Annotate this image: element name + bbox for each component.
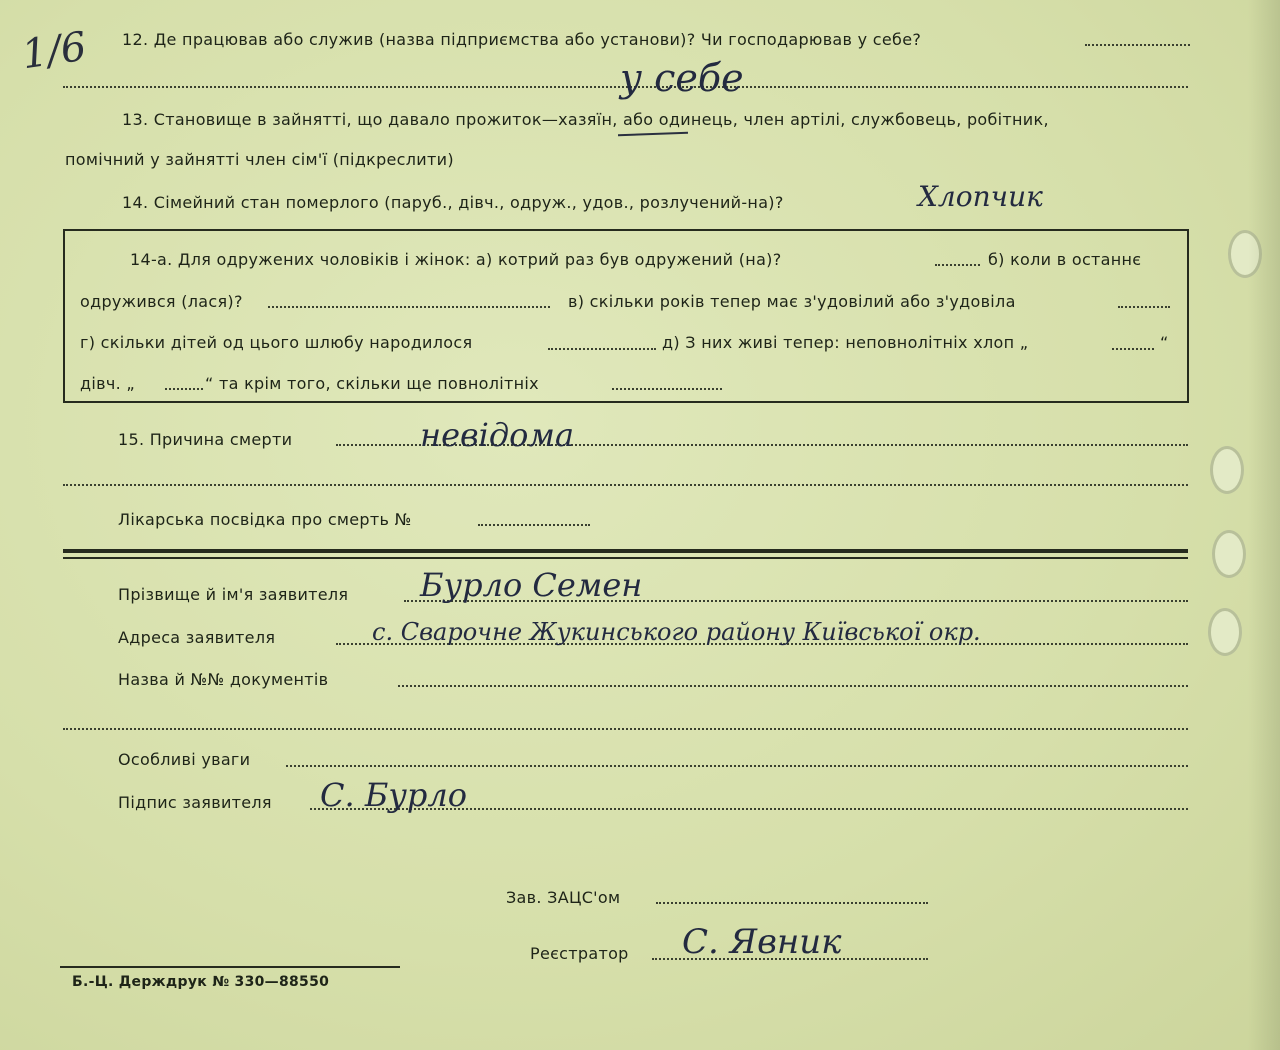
registrar-signature: С. Явник [682,922,842,962]
documents-line [398,685,1188,687]
remarks-line [286,765,1188,767]
zags-head-label: Зав. ЗАЦС'ом [506,888,621,907]
q14a-line4b: “ та крім того, скільки ще повнолітніх [205,374,539,393]
q14a-line2b: в) скільки років тепер має з'удовілий або з'удовіла [568,292,1016,311]
applicant-address-value: с. Сварочне Жукинського району Київської окр. [372,618,981,646]
applicant-name-value: Бурло Семен [420,566,643,604]
q14a-line1a: 14-а. Для одружених чоловіків і жінок: а) котрий раз був одружений (на)? [130,250,782,269]
q15-second-line [63,484,1188,486]
q14a-line3a: г) скільки дітей од цього шлюбу народилося [80,333,473,352]
zags-head-line [656,902,928,904]
q14a-line2a: одружився (лася)? [80,292,243,311]
registrar-label: Реєстратор [530,944,629,963]
q12-dotted-line [1085,44,1190,46]
q14a-dots-6 [165,388,203,390]
punch-hole-4 [1208,608,1242,656]
q14a-line3c: “ [1160,333,1169,352]
q14a-dots-5 [1112,348,1154,350]
hazyain-underline [618,132,688,136]
applicant-address-label: Адреса заявителя [118,628,276,647]
q12-label: 12. Де працював або служив (назва підприємства або установи)? Чи господарював у себе? [122,30,922,49]
section-divider-thin [63,557,1188,559]
paper-edge-shadow [1248,0,1280,1050]
q12-answer: у себе [620,56,744,100]
q14a-dots-7 [612,388,722,390]
medical-cert-line [478,524,590,526]
punch-hole-2 [1210,446,1244,494]
documents-label: Назва й №№ документів [118,670,329,689]
q13-line1: 13. Становище в зайнятті, що давало прожиток—хазяїн, або одинець, член артілі, службовець, робітник, [122,110,1049,129]
q14-answer: Хлопчик [918,180,1043,213]
applicant-name-label: Прізвище й ім'я заявителя [118,585,349,604]
medical-cert-label: Лікарська посвідка про смерть № [118,510,412,529]
q14a-line4a: дівч. „ [80,374,135,393]
q15-answer: невідома [420,416,575,454]
q15-label: 15. Причина смерти [118,430,293,449]
remarks-label: Особливі уваги [118,750,251,769]
q14a-dots-4 [548,348,656,350]
printer-rule [60,966,400,968]
q14a-dots-1 [935,264,980,266]
q14a-line1b: б) коли в останнє [988,250,1142,269]
q14a-dots-2 [268,306,550,308]
q13-line2: помічний у зайнятті член сім'ї (підкреслити) [65,150,454,169]
punch-hole-3 [1212,530,1246,578]
section-divider-thick [63,549,1188,553]
printer-imprint: Б.-Ц. Держдрук № 330—88550 [72,974,330,990]
applicant-signature: С. Бурло [320,776,468,814]
documents-second-line [63,728,1188,730]
q14a-line3b: д) З них живі тепер: неповнолітніх хлоп „ [662,333,1029,352]
corner-note: 1/6 [19,23,90,79]
applicant-signature-label: Підпис заявителя [118,793,272,812]
q14-label: 14. Сімейний стан померлого (паруб., дівч., одруж., удов., розлучений-на)? [122,193,784,212]
q14a-dots-3 [1118,306,1170,308]
